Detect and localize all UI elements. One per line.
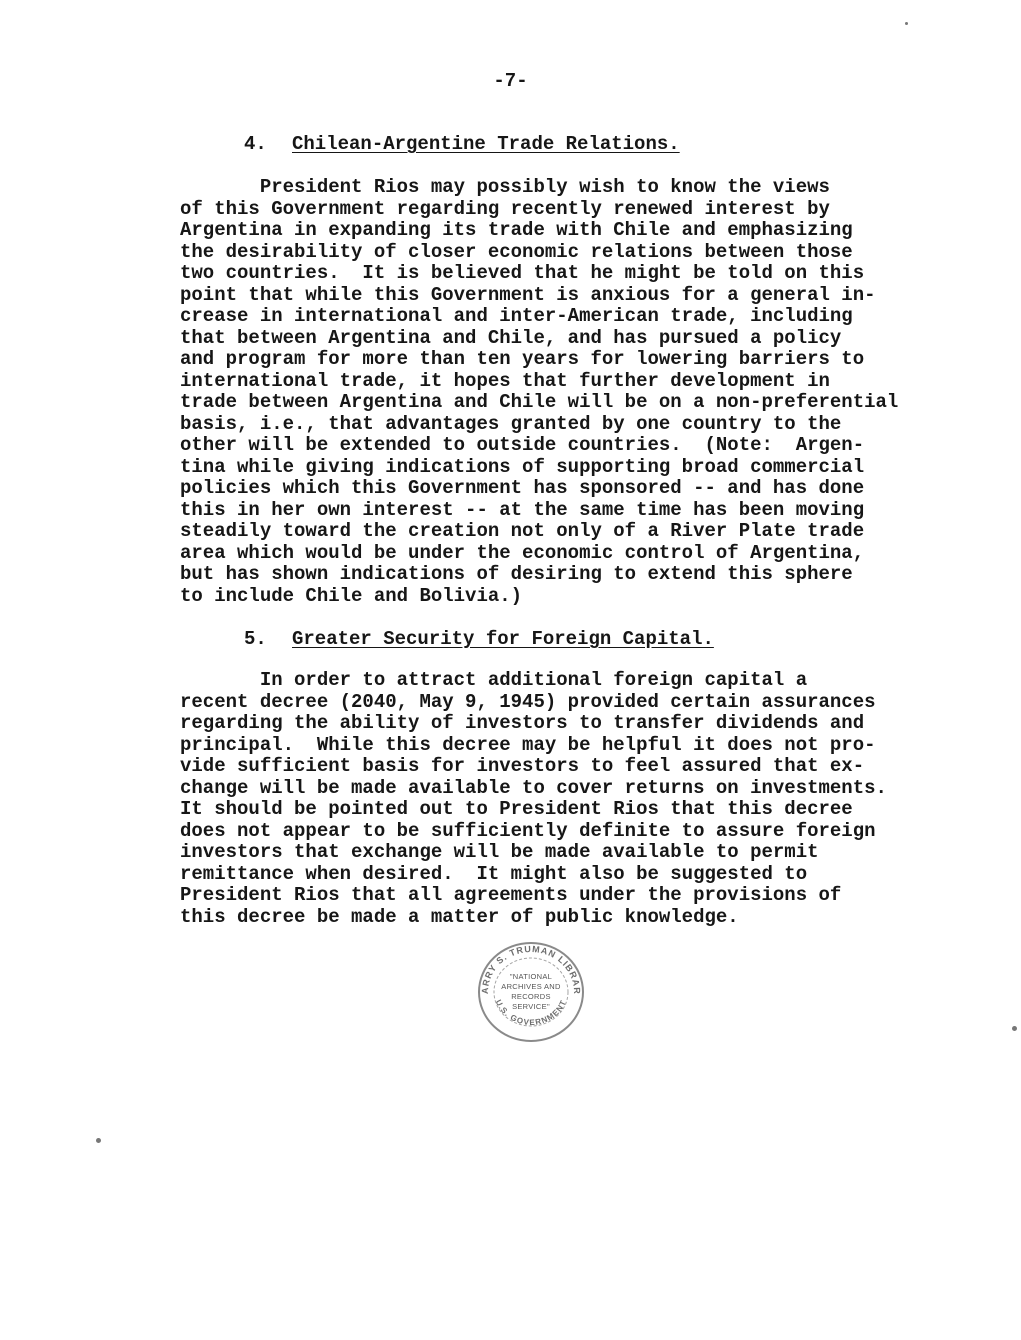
- text-line: does not appear to be sufficiently definite to assure foreign: [180, 819, 876, 842]
- section-number: 4.: [244, 133, 267, 155]
- text-line: two countries. It is believed that he might be told on this: [180, 262, 865, 284]
- section-body-5: [180, 670, 887, 928]
- text-line: basis, i.e., that advantages granted by one country to the: [180, 412, 842, 435]
- text-line: that between Argentina and Chile, and has pursued a policy: [180, 326, 842, 349]
- stamp-ring-text: ARRY S. TRUMAN LIBRAR: [479, 943, 583, 995]
- text-line: the desirability of closer economic relations between those: [180, 240, 853, 263]
- stamp-center-line: ARCHIVES AND: [501, 982, 561, 991]
- text-line: of this Government regarding recently renewed interest by: [180, 197, 830, 220]
- section-heading-5: [244, 628, 714, 650]
- scan-speck: [1012, 1026, 1017, 1031]
- text-line: this in her own interest -- at the same time has been moving: [180, 498, 865, 521]
- text-line: regarding the ability of investors to transfer dividends and: [180, 712, 865, 734]
- text-line: but has shown indications of desiring to extend this sphere: [180, 563, 853, 585]
- text-line: to include Chile and Bolivia.): [180, 584, 523, 607]
- stamp-center-line: SERVICE": [512, 1002, 550, 1011]
- text-line: and program for more than ten years for lowering barriers to: [180, 348, 865, 370]
- text-line: policies which this Government has sponsored -- and has done: [180, 477, 865, 499]
- text-line: investors that exchange will be made available to permit: [180, 841, 819, 863]
- section-title: Greater Security for Foreign Capital.: [292, 628, 714, 650]
- scan-speck: [905, 22, 908, 25]
- text-line: vide sufficient basis for investors to feel assured that ex-: [180, 755, 865, 777]
- scan-speck: [96, 1138, 101, 1143]
- text-line: recent decree (2040, May 9, 1945) provided certain assurances: [180, 690, 876, 713]
- text-line: remittance when desired. It might also be suggested to: [180, 862, 808, 885]
- text-line: President Rios may possibly wish to know the views: [180, 176, 830, 198]
- text-line: President Rios that all agreements under the provisions of: [180, 884, 842, 906]
- section-heading-4: [244, 133, 680, 155]
- text-line: other will be extended to outside countries. (Note: Argen-: [180, 434, 865, 456]
- archive-stamp: [476, 940, 586, 1044]
- text-line: tina while giving indications of supporting broad commercial: [180, 455, 865, 478]
- section-number: 5.: [244, 628, 267, 650]
- section-title: Chilean-Argentine Trade Relations.: [292, 133, 680, 155]
- text-line: point that while this Government is anxious for a general in-: [180, 283, 876, 306]
- text-line: It should be pointed out to President Rios that this decree: [180, 798, 853, 820]
- text-line: Argentina in expanding its trade with Chile and emphasizing: [180, 219, 853, 241]
- page-number: -7-: [493, 70, 528, 92]
- text-line: international trade, it hopes that further development in: [180, 369, 830, 392]
- text-line: area which would be under the economic control of Argentina,: [180, 541, 865, 564]
- text-line: crease in international and inter-American trade, including: [180, 305, 853, 327]
- stamp-bottom-text: U.S. GOVERNMENT: [493, 998, 569, 1028]
- text-line: principal. While this decree may be helpful it does not pro-: [180, 733, 876, 756]
- stamp-center-line: "NATIONAL: [509, 972, 553, 981]
- text-line: change will be made available to cover returns on investments.: [180, 776, 887, 799]
- text-line: trade between Argentina and Chile will be on a non-preferential: [180, 391, 899, 413]
- text-line: steadily toward the creation not only of a River Plate trade: [180, 520, 865, 542]
- section-body-4: [180, 177, 898, 607]
- stamp-center-line: RECORDS: [511, 992, 551, 1001]
- text-line: In order to attract additional foreign capital a: [180, 669, 808, 691]
- text-line: this decree be made a matter of public knowledge.: [180, 905, 739, 928]
